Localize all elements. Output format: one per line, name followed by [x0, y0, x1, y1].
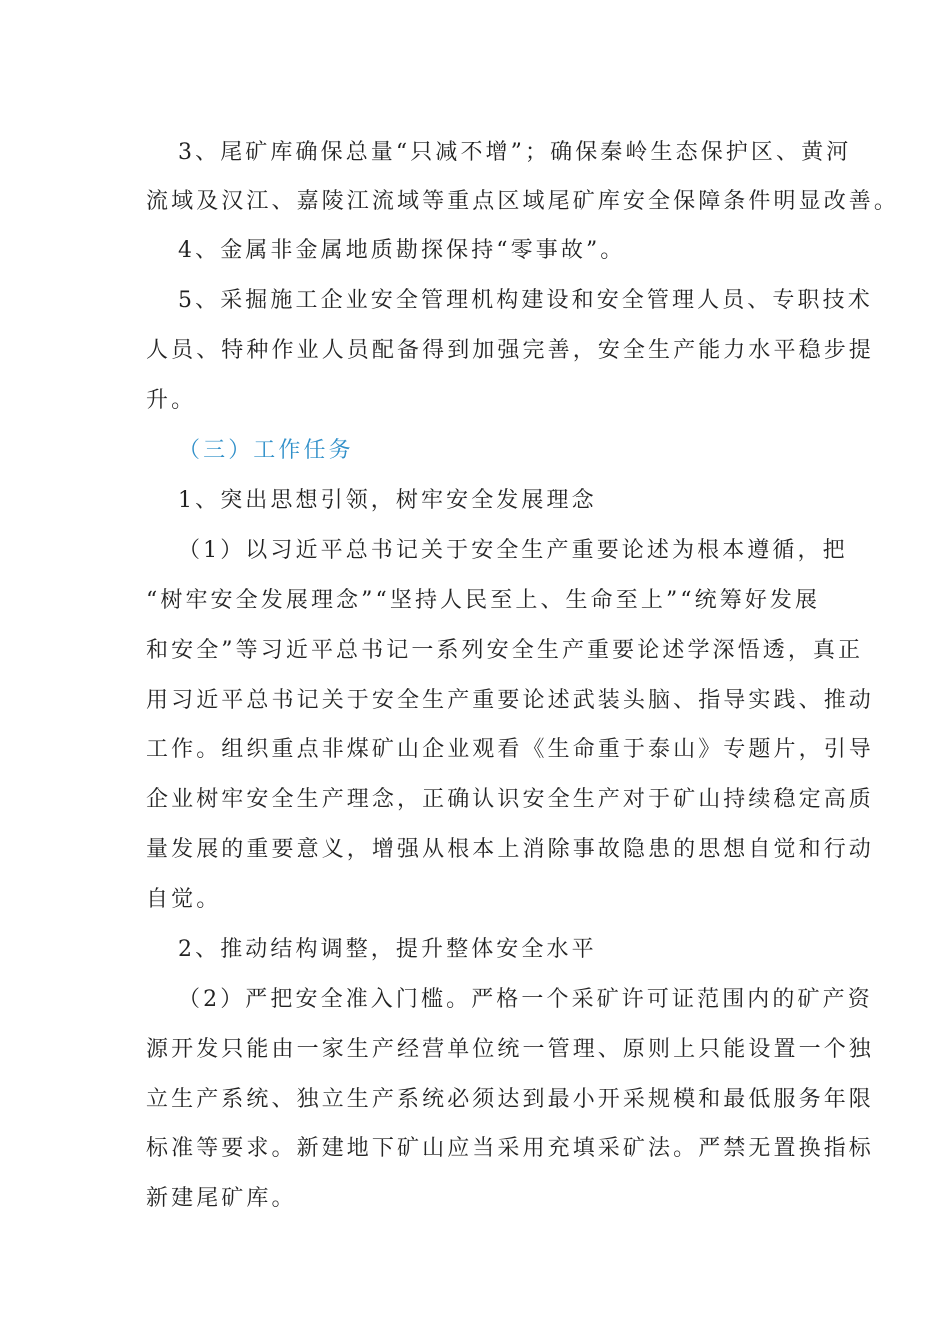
item-1-line-1: （1）以习近平总书记关于安全生产重要论述为根本遵循，把 — [178, 538, 848, 563]
paragraph-5-line-1: 5、采掘施工企业安全管理机构建设和安全管理人员、专职技术 — [178, 288, 873, 313]
item-2-line-1: （2）严把安全准入门槛。严格一个采矿许可证范围内的矿产资 — [178, 987, 873, 1012]
item-1-line-5: 工作。组织重点非煤矿山企业观看《生命重于泰山》专题片，引导 — [146, 737, 874, 762]
paragraph-5-line-2: 人员、特种作业人员配备得到加强完善，安全生产能力水平稳步提 — [146, 338, 874, 363]
item-2-line-5: 新建尾矿库。 — [146, 1186, 297, 1211]
item-2-line-4: 标准等要求。新建地下矿山应当采用充填采矿法。严禁无置换指标 — [146, 1136, 874, 1161]
item-1-line-2: “树牢安全发展理念”“坚持人民至上、生命至上”“统筹好发展 — [146, 588, 821, 613]
paragraph-3-line-2: 流域及汉江、嘉陵江流域等重点区域尾矿库安全保障条件明显改善。 — [146, 189, 900, 214]
subheading-2: 2、推动结构调整，提升整体安全水平 — [178, 937, 597, 962]
item-1-line-6: 企业树牢安全生产理念，正确认识安全生产对于矿山持续稳定高质 — [146, 787, 874, 812]
item-2-line-3: 立生产系统、独立生产系统必须达到最小开采规模和最低服务年限 — [146, 1087, 874, 1112]
item-1-line-4: 用习近平总书记关于安全生产重要论述武装头脑、指导实践、推动 — [146, 688, 874, 713]
paragraph-4: 4、金属非金属地质勘探保持“零事故”。 — [178, 238, 626, 263]
item-2-line-2: 源开发只能由一家生产经营单位统一管理、原则上只能设置一个独 — [146, 1037, 874, 1062]
subheading-1: 1、突出思想引领，树牢安全发展理念 — [178, 488, 597, 513]
item-1-line-3: 和安全”等习近平总书记一系列安全生产重要论述学深悟透，真正 — [146, 638, 864, 663]
section-heading-work-tasks: （三）工作任务 — [178, 438, 354, 463]
item-1-line-8: 自觉。 — [146, 887, 222, 912]
paragraph-3-line-1: 3、尾矿库确保总量“只减不增”；确保秦岭生态保护区、黄河 — [178, 140, 852, 165]
paragraph-5-line-3: 升。 — [146, 388, 197, 413]
item-1-line-7: 量发展的重要意义，增强从根本上消除事故隐患的思想自觉和行动 — [146, 837, 874, 862]
